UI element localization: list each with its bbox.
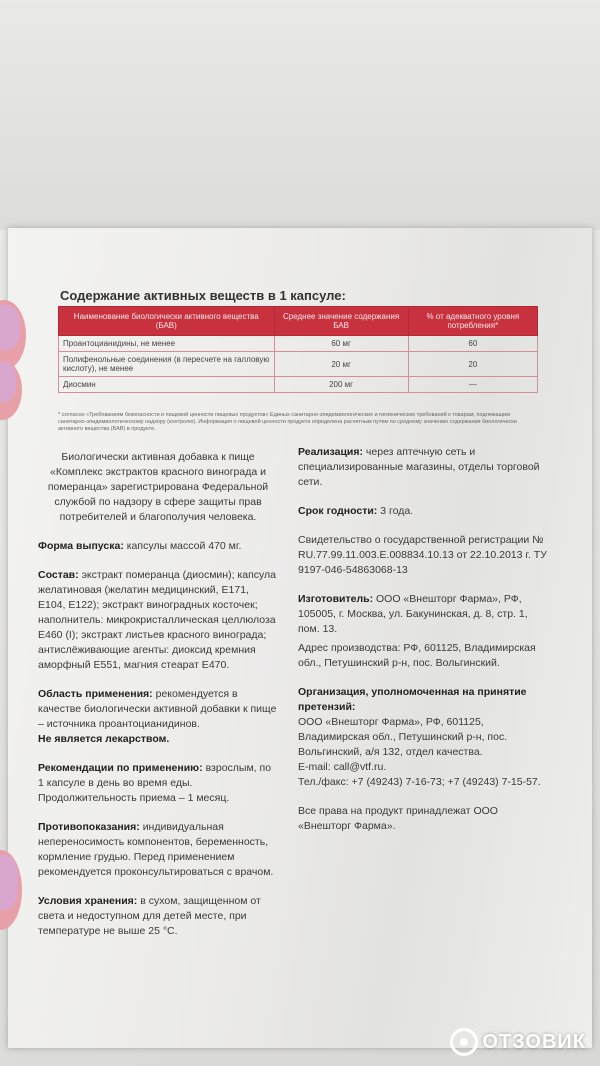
certificate-text: Свидетельство о государственной регистрации № RU.77.99.11.003.Е.008834.10.13 от 22.10.2013 г. ТУ 9197-046-54863068-13 <box>298 534 547 576</box>
not-drug-text: Не является лекарством. <box>38 733 170 745</box>
sale-label: Реализация: <box>298 446 363 458</box>
form-label: Форма выпуска: <box>38 540 124 552</box>
form-text: капсулы массой 470 мг. <box>126 540 242 552</box>
maker-section <box>298 592 548 637</box>
storage-text: в сухом, защищенном от света и недоступном для детей месте, при температуре не выше 25 °С. <box>38 895 261 937</box>
area-text: рекомендуется в качестве биологически активной добавки к пище – источника проантоцианидинов. <box>38 688 277 730</box>
table-footnote: * согласно «Требованиям безопасности и пищевой ценности пищевых продуктов» Единых санитарно-эпидемиологических и гигиенических требований к товарам, подлежащим санитарно-эпидемиологическому надзору (контролю). Информация о пищевой ценности продукта определена расчетным путем по среднему значению содержания биологически активного вещества (БАВ) в продукте. <box>58 412 517 432</box>
table-cell: 20 <box>408 352 537 377</box>
table-cell: Полифенольные соединения (в пересчете на галловую кислоту), не менее <box>59 352 275 377</box>
production-address: Адрес производства: РФ, 601125, Владимирская обл., Петушинский р-н, пос. Вольгинский. <box>298 642 536 669</box>
contra-section <box>38 820 278 880</box>
phone-text: Тел./факс: +7 (49243) 7-16-73; +7 (49243) 7-15-57. <box>298 776 541 788</box>
maker-label: Изготовитель: <box>298 593 374 605</box>
table-header: % от адекватного уровня потребления* <box>408 307 537 336</box>
maker-text: ООО «Внешторг Фарма», РФ, 105005, г. Москва, ул. Бакунинская, д. 8, стр. 1, пом. 13. <box>298 593 528 635</box>
table-cell: 20 мг <box>274 352 408 377</box>
shelf-text: 3 года. <box>380 505 414 517</box>
sale-text: через аптечную сеть и специализированные магазины, отделы торговой сети. <box>298 446 540 488</box>
active-substances-table <box>58 306 538 393</box>
table-header: Наименование биологически активного вещества (БАВ) <box>59 307 275 336</box>
content-title: Содержание активных веществ в 1 капсуле: <box>60 288 346 303</box>
org-label: Организация, уполномоченная на принятие претензий: <box>298 686 527 713</box>
shelf-label: Срок годности: <box>298 505 378 517</box>
nail-top <box>0 305 20 350</box>
table-cell: Проантоцианидины, не менее <box>59 336 275 352</box>
table-row <box>59 352 538 377</box>
table-cell: 60 <box>408 336 537 352</box>
sale-section <box>298 445 548 490</box>
shelf-section <box>298 504 548 519</box>
rights-text: Все права на продукт принадлежат ООО «Внешторг Фарма». <box>298 805 498 832</box>
otzovik-watermark <box>450 1028 586 1056</box>
org-section <box>298 685 548 790</box>
composition-label: Состав: <box>38 569 79 581</box>
table-header: Среднее значение содержания БАВ <box>274 307 408 336</box>
nail-middle <box>0 362 16 402</box>
table-cell: 200 мг <box>274 377 408 393</box>
composition-text: экстракт померанца (диосмин); капсула желатиновая (желатин медицинский, E171, E104, E122); экстракт виноградных косточек; наполнитель: микрокристаллическая целлюлоза E460 (I); экстракт листьев красного винограда; антислёживающие агенты: диоксид кремния аморфный E551, магния стеарат E470. <box>38 569 277 671</box>
storage-label: Условия хранения: <box>38 895 138 907</box>
usage-text: взрослым, по 1 капсуле в день во время еды. Продолжительность приема – 1 месяц. <box>38 762 272 804</box>
right-column <box>298 445 548 848</box>
watermark-text: ОТЗОВИК <box>482 1030 586 1053</box>
usage-label: Рекомендации по применению: <box>38 762 203 774</box>
otzovik-logo-icon <box>450 1028 478 1056</box>
intro-text: Биологически активная добавка к пище «Комплекс экстрактов красного винограда и померанца» зарегистрирована Федеральной службой по надзору в сфере защиты прав потребителей и благополучия человека. <box>47 451 269 523</box>
usage-section <box>38 761 278 806</box>
form-section <box>38 539 278 554</box>
table-cell: — <box>408 377 537 393</box>
storage-section <box>38 894 278 939</box>
area-section <box>38 687 278 747</box>
area-label: Область применения: <box>38 688 153 700</box>
email-text: E-mail: call@vtf.ru. <box>298 761 387 773</box>
contra-text: индивидуальная непереносимость компонентов, беременность, кормление грудью. Перед применением рекомендуется проконсультироваться с врачом. <box>38 821 274 878</box>
background-wall <box>0 0 600 230</box>
nail-bottom <box>0 855 18 910</box>
table-row <box>59 377 538 393</box>
org-text: ООО «Внешторг Фарма», РФ, 601125, Владимирская обл., Петушинский р-н, пос. Вольгинский, а/я 132, отдел качества. <box>298 716 508 758</box>
contra-label: Противопоказания: <box>38 821 140 833</box>
table-cell: 60 мг <box>274 336 408 352</box>
composition-section <box>38 568 278 673</box>
table-cell: Диосмин <box>59 377 275 393</box>
table-row <box>59 336 538 352</box>
left-column <box>38 450 278 953</box>
